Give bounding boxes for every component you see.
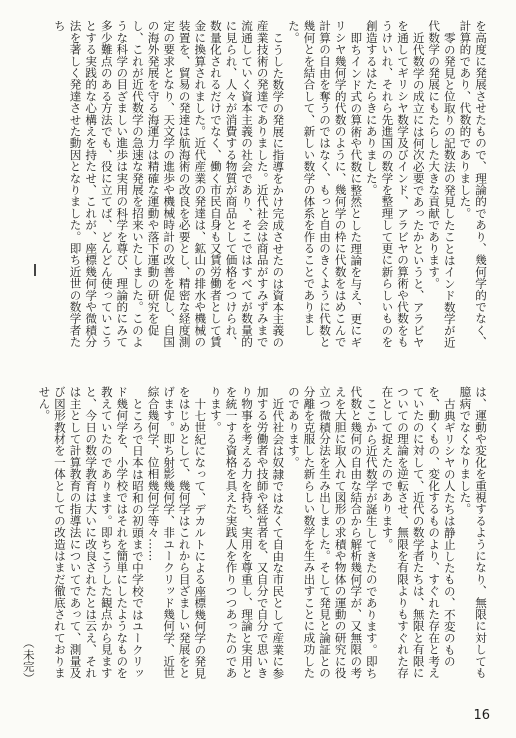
paragraph: は、運動や変化を重視するようになり、無限に対しても臆病でなくなりました。 bbox=[458, 386, 488, 679]
paragraph: 零の発見と位取りの記数法の発見したことはインド数学が近代数学の発展にもたらした大きな貢献であります。 bbox=[427, 20, 457, 348]
paragraph: ここから近代数学が誕生してきたのであります。即ち代数と幾何の自由な結合から解析幾何学が、又無限の考えを大胆に取入れて図形の求積や物体の運動の研究に役立つ微積分法を生み出しました。そして発見と論証との分離を克服した新らしい数学を生み出すことに成功したのであります。 bbox=[286, 386, 379, 679]
text-block-upper bbox=[52, 20, 488, 358]
paragraph: 近代社会は奴隷ではなくて自由な市民として産業に参加する労働者や技師や経営者を、又自分で自分で思いきり物事を考える力を持ち、実用を尊重し、理論と実用とを統一する資格を具えた実践人を作りつつあったのであります。 bbox=[208, 386, 286, 679]
paragraph: を高度に発展させたもので、理論的であり、幾何学的でなく、計算的であり、代数的でありました。 bbox=[458, 20, 488, 348]
paragraph: 即ちインド式の算術や代数に整然とした理論を与え、更にギリシヤ幾何学的代数のように、幾何学の枠に代数をはめこんで計算の自由を奪うのではなく、もっと自由のきくように代数と幾何とを結合して、新しい数学の体系を作ることでありました。 bbox=[286, 20, 364, 348]
paragraph: ところで日本は昭和の初頭まで中学校ではユークリッド幾何学を、小学校ではそれを簡単にしたようなものを教えていたのであります。即ちこうした観点から見ますと、今日の数学教育は大いに改良されたとは云え、それは主として計算教育の指導法についてであって、測量及び図形教材を一体としての改造はまだ徹底されておりません。 bbox=[37, 386, 145, 679]
closing-note: （未完） bbox=[21, 637, 36, 684]
paragraph: 古典ギリシヤの人たちは静止したもの、不変のものを、動くもの、変化するものより、すぐれた存在と考えていたのに対して、近代の数学者たちは、無限と有限についての理論を逆転させ、無限を有限よりもすぐれた存在として捉えたのであります。 bbox=[380, 386, 457, 679]
text-block-lower bbox=[21, 386, 488, 684]
paragraph: 近代数学の成立には何次必要であったかというと、アラビヤを通してギリシヤ数学及びインド、アラビヤの算術や代数をもうけいれ、それら先進国の数学を整理して更に新らしいものを創造するはたらきにありました。 bbox=[364, 20, 426, 348]
page-number: 16 bbox=[473, 708, 490, 723]
margin-mark bbox=[34, 264, 36, 276]
paragraph: こうした数学の発展に指導をかけ完成させたのは資本主義の産業技術の発達でありました。近代社会は商品がすみずみまで流通していく資本主義の社会であり、そこではすべてが数量的に見られ、人々が消費する物質が商品として価格をつけられ、数量化されるだけでなく、働く市民自身も又賃労働者として賃金に換算されました。近代産業の発達は、鉱山の排水や機械の装置を、貿易の発達は航海術の改良を必要とし、精密な経度測定の要求となり、天文学の進歩や機械時計の改善を促し、自国の海外発展を守る海運力は精確な運動や落下運動の研究を促し、これが近代数学の急速な発展を招来いたしました。このような科学の目ざましい進歩は実用の科学を尊び、理論的にみて多少難点のある方法でも、役に立てば、どんどん使っていこうとする実践的な心構えを持たせ、これが、座標幾何学や微積分法を著しく発達させた動因となりました。即ち近世の数学者たち bbox=[52, 20, 286, 348]
paragraph: 十七世紀になって、デカルトによる座標幾何学の発見をはじめとして、幾何学はこれから目ざましい発展をとげます。即ち射影幾何学、非ユークリッド幾何学、近世綜合幾何学、位相幾何学等々…… bbox=[146, 386, 208, 679]
